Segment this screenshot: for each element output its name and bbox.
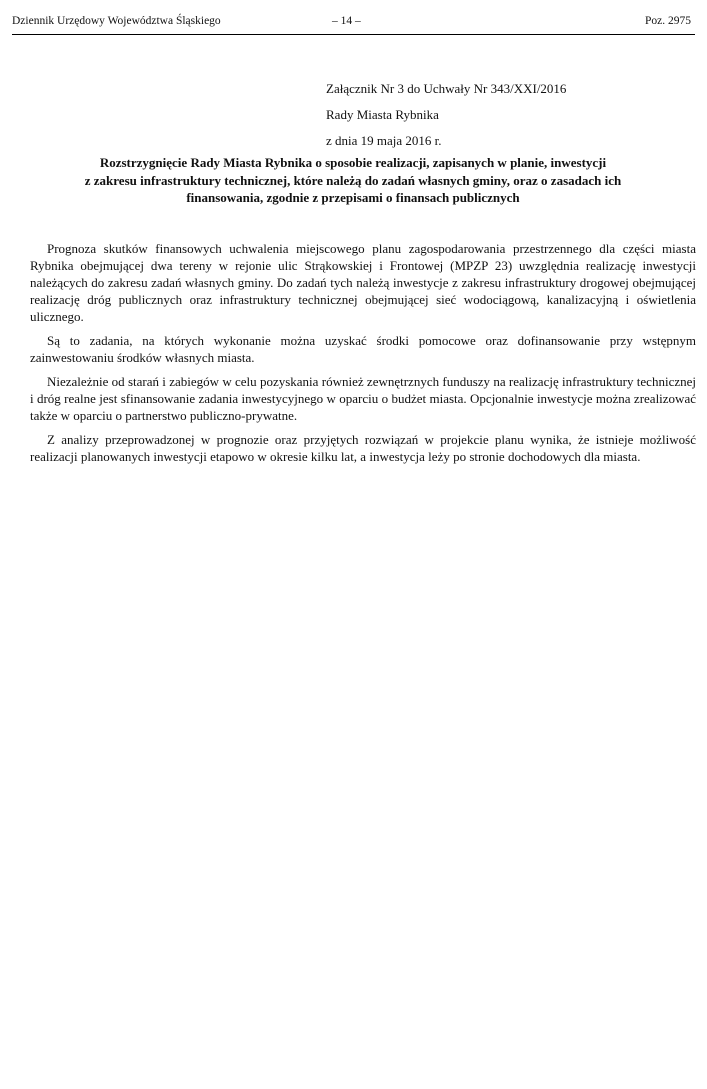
- title-line: z zakresu infrastruktury technicznej, które należą do zadań własnych gminy, oraz o zasadach ich: [84, 172, 622, 188]
- page-header: [12, 15, 691, 31]
- header-divider: [12, 34, 695, 35]
- body-text: [30, 240, 696, 472]
- annex-line: z dnia 19 maja 2016 r.: [326, 133, 442, 148]
- paragraph: Z analizy przeprowadzonej w prognozie oraz przyjętych rozwiązań w projekcie planu wynika, że istnieje możliwość realizacji planowanych inwestycji etapowo w okresie kilku lat, a inwestycja leży po stronie dochodowych dla miasta.: [30, 432, 696, 464]
- document-title: [28, 154, 678, 207]
- annex-block: [326, 76, 566, 154]
- position-number: Poz. 2975: [645, 15, 691, 27]
- page-number: – 14 –: [332, 15, 361, 27]
- annex-line: Rady Miasta Rybnika: [326, 107, 439, 122]
- title-line: Rozstrzygnięcie Rady Miasta Rybnika o sposobie realizacji, zapisanych w planie, inwestycji: [99, 155, 607, 170]
- paragraph: Są to zadania, na których wykonanie można uzyskać środki pomocowe oraz dofinansowanie przy wstępnym zainwestowaniu środków własnych miasta.: [30, 333, 696, 365]
- annex-line: Załącznik Nr 3 do Uchwały Nr 343/XXI/2016: [326, 81, 567, 96]
- paragraph: Niezależnie od starań i zabiegów w celu pozyskania również zewnętrznych funduszy na realizację infrastruktury technicznej i dróg realne jest sfinansowanie zadania inwestycyjnego w oparciu o budżet miasta. Opcjonalnie inwestycje można zrealizować także w oparciu o partnerstwo publiczno-prywatne.: [30, 374, 696, 423]
- title-line: finansowania, zgodnie z przepisami o finansach publicznych: [186, 190, 520, 205]
- journal-name: Dziennik Urzędowy Województwa Śląskiego: [12, 15, 221, 27]
- paragraph: Prognoza skutków finansowych uchwalenia miejscowego planu zagospodarowania przestrzennego dla części miasta Rybnika obejmującej dwa tereny w rejonie ulic Strąkowskiej i Frontowej (MPZP 23) uwzględnia realizację inwestycji należących do zakresu zadań własnych gminy. Do zadań tych należą inwestycje z zakresu infrastruktury drogowej obejmującej realizację dróg publicznych oraz infrastruktury technicznej obejmującej sieć wodociągową, kanalizacyjną i oświetlenia ulicznego.: [30, 241, 696, 324]
